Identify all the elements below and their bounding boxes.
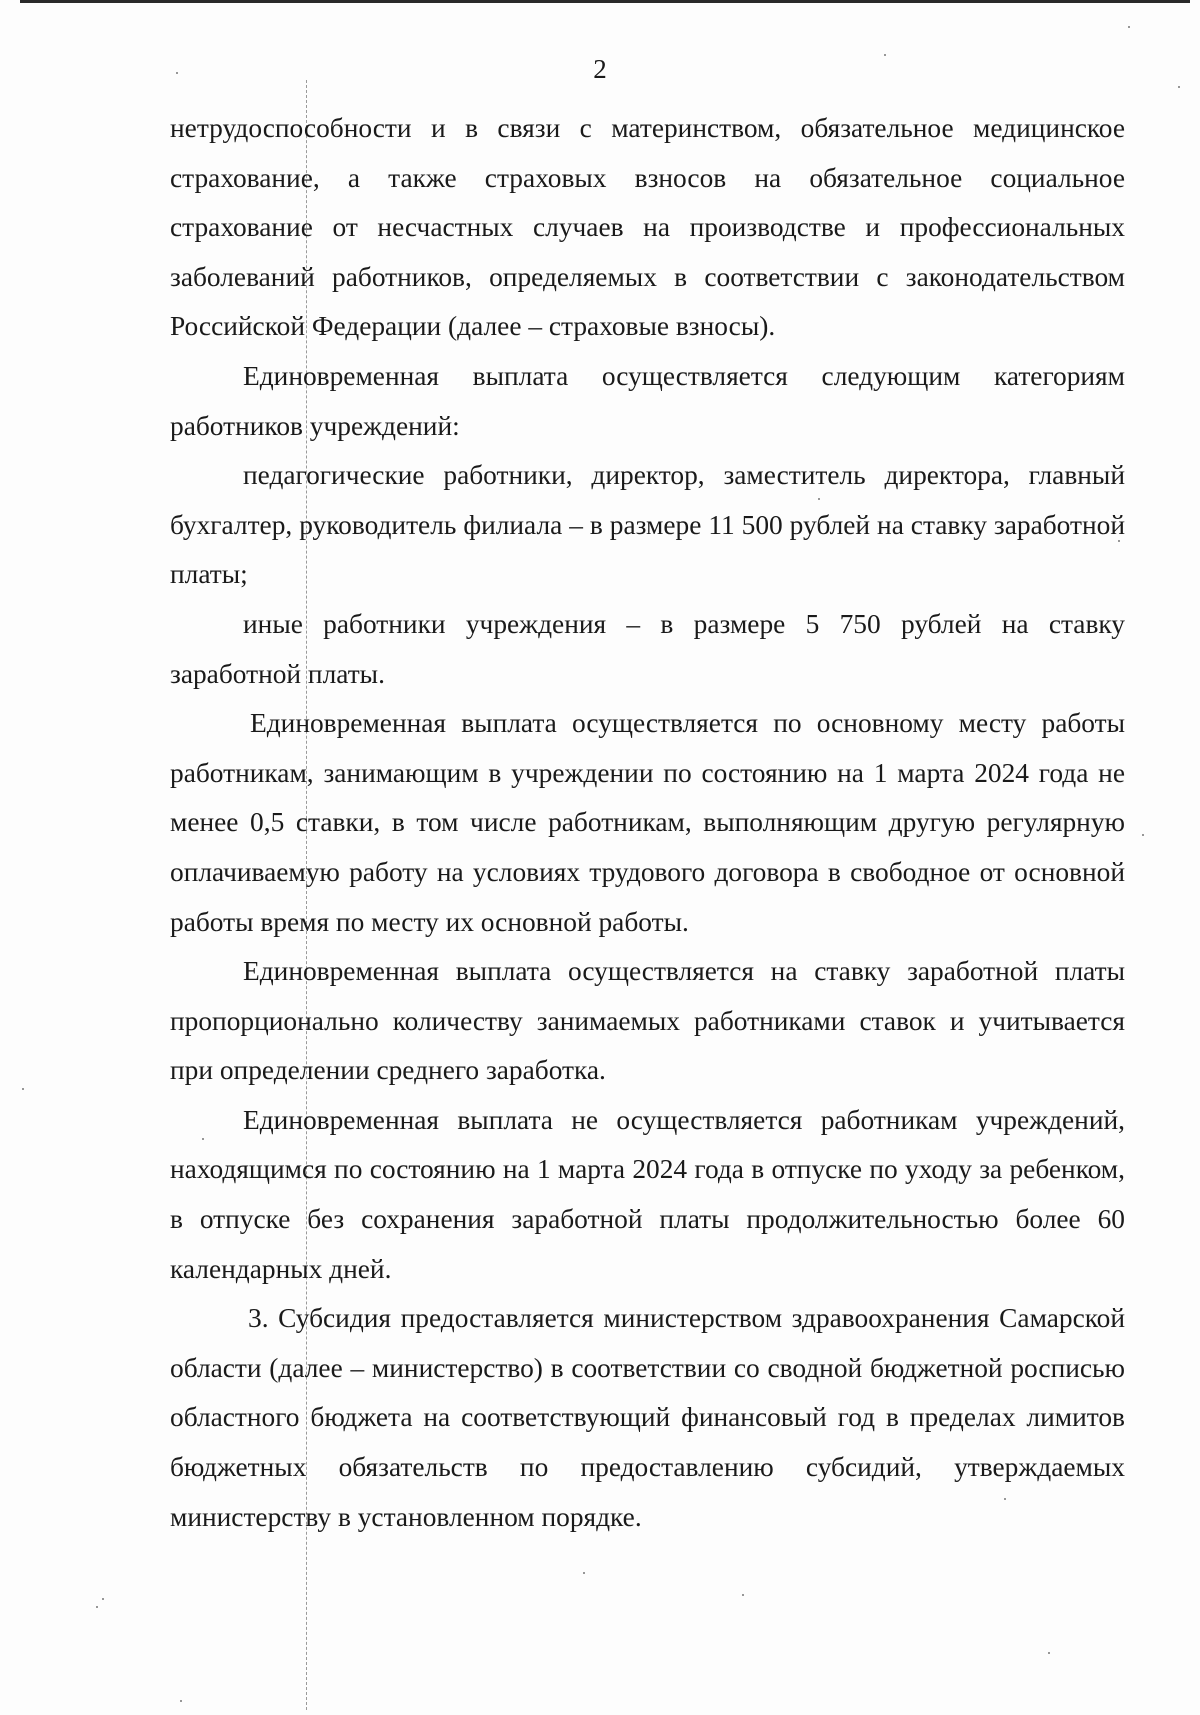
- scan-speck: [1128, 26, 1130, 28]
- page-top-border: [20, 0, 1190, 3]
- scan-speck: [1178, 86, 1180, 88]
- paragraph-continuation: нетрудоспособности и в связи с материнством, обязательное медицинское страхование, а также страховых взносов на обязательное социальное страхование от несчастных случаев на производстве и профессиональных заболеваний работников, определяемых в соответствии с законодательством Российской Федерации (далее – страховые взносы).: [170, 113, 1125, 342]
- scan-speck: [102, 1598, 104, 1600]
- scan-speck: [180, 1700, 182, 1702]
- document-body: [170, 104, 1125, 1542]
- scan-speck: [22, 1088, 24, 1090]
- paragraph-categories: Единовременная выплата осуществляется следующим категориям работников учреждений:: [170, 360, 1125, 441]
- paragraph-main-workplace: Единовременная выплата осуществляется по основному месту работы работникам, занимающим в учреждении по состоянию на 1 марта 2024 года не менее 0,5 ставки, в том числе работникам, выполняющим другую регулярную оплачиваемую работу на условиях трудового договора в свободное от основной работы время по месту их основной работы.: [170, 708, 1125, 937]
- page-number: 2: [593, 54, 607, 84]
- scan-speck: [583, 1572, 585, 1574]
- paragraph-proportional-rate: Единовременная выплата осуществляется на ставку заработной платы пропорционально количеству занимаемых работниками ставок и учитывается при определении среднего заработка.: [170, 956, 1125, 1086]
- scan-speck: [96, 1606, 98, 1608]
- paragraph-item-3-subsidy: 3. Субсидия предоставляется министерством здравоохранения Самарской области (далее – министерство) в соответствии со сводной бюджетной росписью областного бюджета на соответствующий финансовый год в пределах лимитов бюджетных обязательств по предоставлению субсидий, утверждаемых министерству в установленном порядке.: [170, 1303, 1125, 1532]
- scan-speck: [742, 1594, 744, 1596]
- scan-speck: [1048, 1652, 1050, 1654]
- scan-speck: [1142, 834, 1144, 836]
- paragraph-category-teaching-staff: педагогические работники, директор, заместитель директора, главный бухгалтер, руководитель филиала – в размере 11 500 рублей на ставку заработной платы;: [170, 460, 1125, 590]
- paragraph-category-other-staff: иные работники учреждения – в размере 5 750 рублей на ставку заработной платы.: [170, 608, 1125, 689]
- paragraph-exclusions: Единовременная выплата не осуществляется работникам учреждений, находящимся по состоянию на 1 марта 2024 года в отпуске по уходу за ребенком, в отпуске без сохранения заработной платы продолжительностью более 60 календарных дней.: [170, 1104, 1125, 1284]
